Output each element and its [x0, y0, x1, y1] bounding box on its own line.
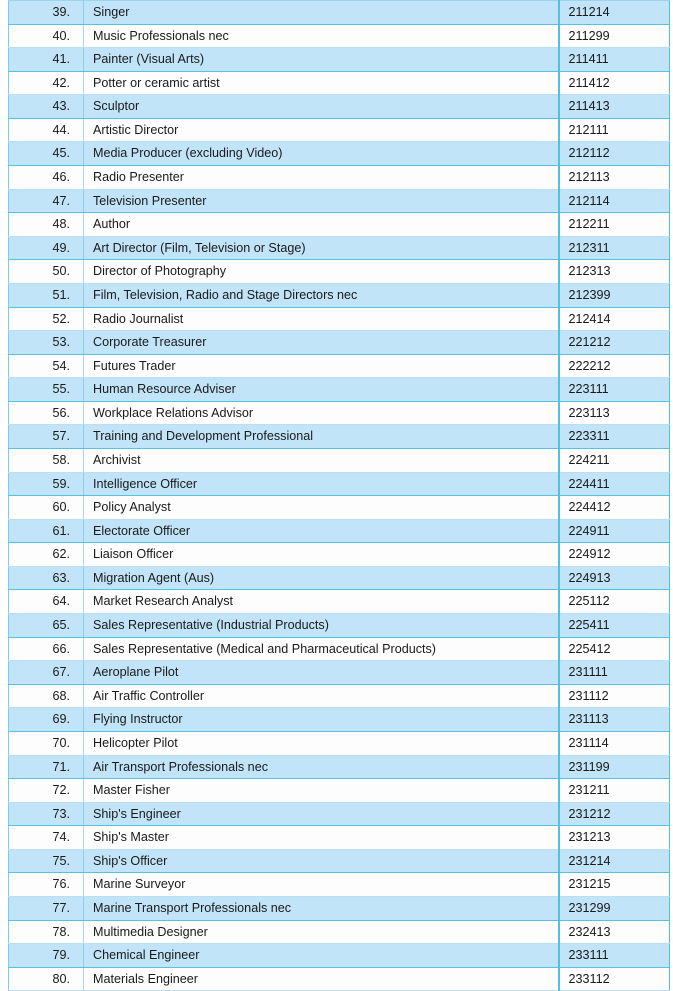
table-row — [9, 519, 670, 543]
anzsco-code-cell: 221212 — [559, 331, 670, 355]
table-row — [9, 755, 670, 779]
anzsco-code-cell: 231213 — [559, 826, 670, 850]
anzsco-code-cell: 212414 — [559, 307, 670, 331]
row-number-cell: 56. — [9, 401, 84, 425]
anzsco-code-cell: 224911 — [559, 519, 670, 543]
anzsco-code-cell: 231199 — [559, 755, 670, 779]
row-number-cell: 45. — [9, 142, 84, 166]
table-row — [9, 661, 670, 685]
anzsco-code-cell: 211214 — [559, 1, 670, 25]
occupation-name-cell: Artistic Director — [84, 118, 559, 142]
anzsco-code-cell: 212111 — [559, 118, 670, 142]
anzsco-code-cell: 233112 — [559, 967, 670, 991]
table-row — [9, 307, 670, 331]
occupation-name-cell: Television Presenter — [84, 189, 559, 213]
row-number-cell: 72. — [9, 779, 84, 803]
anzsco-code-cell: 224411 — [559, 472, 670, 496]
anzsco-code-cell: 225112 — [559, 590, 670, 614]
occupation-name-cell: Ship's Engineer — [84, 802, 559, 826]
table-row — [9, 920, 670, 944]
table-row — [9, 684, 670, 708]
table-row — [9, 637, 670, 661]
occupation-name-cell: Futures Trader — [84, 354, 559, 378]
table-row — [9, 543, 670, 567]
row-number-cell: 43. — [9, 95, 84, 119]
occupation-name-cell: Air Traffic Controller — [84, 684, 559, 708]
row-number-cell: 80. — [9, 967, 84, 991]
table-row — [9, 24, 670, 48]
occupation-name-cell: Helicopter Pilot — [84, 731, 559, 755]
occupation-name-cell: Sales Representative (Industrial Products) — [84, 614, 559, 638]
occupation-name-cell: Air Transport Professionals nec — [84, 755, 559, 779]
anzsco-code-cell: 224913 — [559, 566, 670, 590]
table-row — [9, 614, 670, 638]
table-row — [9, 731, 670, 755]
row-number-cell: 71. — [9, 755, 84, 779]
table-row — [9, 873, 670, 897]
anzsco-code-cell: 224412 — [559, 496, 670, 520]
anzsco-code-cell: 223111 — [559, 378, 670, 402]
anzsco-code-cell: 231211 — [559, 779, 670, 803]
anzsco-code-cell: 212311 — [559, 236, 670, 260]
table-row — [9, 118, 670, 142]
row-number-cell: 77. — [9, 896, 84, 920]
row-number-cell: 62. — [9, 543, 84, 567]
anzsco-code-cell: 231111 — [559, 661, 670, 685]
occupation-name-cell: Migration Agent (Aus) — [84, 566, 559, 590]
occupation-name-cell: Chemical Engineer — [84, 944, 559, 968]
row-number-cell: 76. — [9, 873, 84, 897]
occupation-name-cell: Policy Analyst — [84, 496, 559, 520]
row-number-cell: 64. — [9, 590, 84, 614]
row-number-cell: 41. — [9, 48, 84, 72]
anzsco-code-cell: 223311 — [559, 425, 670, 449]
row-number-cell: 48. — [9, 213, 84, 237]
row-number-cell: 58. — [9, 448, 84, 472]
row-number-cell: 52. — [9, 307, 84, 331]
table-row — [9, 48, 670, 72]
row-number-cell: 67. — [9, 661, 84, 685]
occupation-name-cell: Human Resource Adviser — [84, 378, 559, 402]
occupation-name-cell: Radio Journalist — [84, 307, 559, 331]
anzsco-code-cell: 212399 — [559, 283, 670, 307]
occupation-name-cell: Radio Presenter — [84, 166, 559, 190]
table-row — [9, 472, 670, 496]
row-number-cell: 74. — [9, 826, 84, 850]
table-row — [9, 896, 670, 920]
row-number-cell: 40. — [9, 24, 84, 48]
row-number-cell: 70. — [9, 731, 84, 755]
table-row — [9, 213, 670, 237]
occupation-name-cell: Electorate Officer — [84, 519, 559, 543]
table-row — [9, 708, 670, 732]
occupation-name-cell: Ship's Master — [84, 826, 559, 850]
occupation-name-cell: Corporate Treasurer — [84, 331, 559, 355]
anzsco-code-cell: 231215 — [559, 873, 670, 897]
anzsco-code-cell: 225412 — [559, 637, 670, 661]
occupation-name-cell: Master Fisher — [84, 779, 559, 803]
row-number-cell: 79. — [9, 944, 84, 968]
row-number-cell: 42. — [9, 71, 84, 95]
occupation-name-cell: Painter (Visual Arts) — [84, 48, 559, 72]
table-row — [9, 166, 670, 190]
row-number-cell: 54. — [9, 354, 84, 378]
table-row — [9, 189, 670, 213]
table-row — [9, 95, 670, 119]
occupation-name-cell: Marine Transport Professionals nec — [84, 896, 559, 920]
table-row — [9, 944, 670, 968]
anzsco-code-cell: 223113 — [559, 401, 670, 425]
anzsco-code-cell: 211412 — [559, 71, 670, 95]
row-number-cell: 55. — [9, 378, 84, 402]
row-number-cell: 53. — [9, 331, 84, 355]
table-row — [9, 590, 670, 614]
anzsco-code-cell: 224912 — [559, 543, 670, 567]
row-number-cell: 69. — [9, 708, 84, 732]
anzsco-code-cell: 212113 — [559, 166, 670, 190]
occupation-name-cell: Music Professionals nec — [84, 24, 559, 48]
row-number-cell: 39. — [9, 1, 84, 25]
table-row — [9, 71, 670, 95]
occupation-name-cell: Aeroplane Pilot — [84, 661, 559, 685]
occupation-name-cell: Author — [84, 213, 559, 237]
anzsco-code-cell: 231113 — [559, 708, 670, 732]
occupation-name-cell: Intelligence Officer — [84, 472, 559, 496]
anzsco-code-cell: 231114 — [559, 731, 670, 755]
row-number-cell: 61. — [9, 519, 84, 543]
anzsco-code-cell: 212211 — [559, 213, 670, 237]
row-number-cell: 49. — [9, 236, 84, 260]
table-row — [9, 448, 670, 472]
table-row — [9, 826, 670, 850]
table-row — [9, 566, 670, 590]
occupation-name-cell: Singer — [84, 1, 559, 25]
table-row — [9, 354, 670, 378]
anzsco-code-cell: 212313 — [559, 260, 670, 284]
anzsco-code-cell: 222212 — [559, 354, 670, 378]
occupation-list-table — [8, 0, 670, 991]
row-number-cell: 78. — [9, 920, 84, 944]
anzsco-code-cell: 211413 — [559, 95, 670, 119]
row-number-cell: 63. — [9, 566, 84, 590]
occupation-name-cell: Potter or ceramic artist — [84, 71, 559, 95]
anzsco-code-cell: 212114 — [559, 189, 670, 213]
table-row — [9, 378, 670, 402]
anzsco-code-cell: 211299 — [559, 24, 670, 48]
anzsco-code-cell: 225411 — [559, 614, 670, 638]
row-number-cell: 50. — [9, 260, 84, 284]
table-row — [9, 401, 670, 425]
occupation-name-cell: Film, Television, Radio and Stage Directors nec — [84, 283, 559, 307]
row-number-cell: 75. — [9, 849, 84, 873]
table-row — [9, 1, 670, 25]
occupation-name-cell: Liaison Officer — [84, 543, 559, 567]
row-number-cell: 57. — [9, 425, 84, 449]
row-number-cell: 44. — [9, 118, 84, 142]
occupation-name-cell: Marine Surveyor — [84, 873, 559, 897]
anzsco-code-cell: 231214 — [559, 849, 670, 873]
anzsco-code-cell: 233111 — [559, 944, 670, 968]
anzsco-code-cell: 224211 — [559, 448, 670, 472]
table-row — [9, 236, 670, 260]
occupation-name-cell: Market Research Analyst — [84, 590, 559, 614]
occupation-table-body — [9, 1, 670, 991]
table-row — [9, 283, 670, 307]
table-row — [9, 849, 670, 873]
row-number-cell: 51. — [9, 283, 84, 307]
occupation-name-cell: Materials Engineer — [84, 967, 559, 991]
table-row — [9, 260, 670, 284]
occupation-name-cell: Flying Instructor — [84, 708, 559, 732]
anzsco-code-cell: 231112 — [559, 684, 670, 708]
table-row — [9, 331, 670, 355]
row-number-cell: 66. — [9, 637, 84, 661]
row-number-cell: 60. — [9, 496, 84, 520]
anzsco-code-cell: 231299 — [559, 896, 670, 920]
occupation-name-cell: Director of Photography — [84, 260, 559, 284]
table-row — [9, 967, 670, 991]
occupation-name-cell: Media Producer (excluding Video) — [84, 142, 559, 166]
table-row — [9, 802, 670, 826]
occupation-name-cell: Archivist — [84, 448, 559, 472]
occupation-name-cell: Ship's Officer — [84, 849, 559, 873]
table-row — [9, 425, 670, 449]
occupation-name-cell: Art Director (Film, Television or Stage) — [84, 236, 559, 260]
occupation-name-cell: Sculptor — [84, 95, 559, 119]
table-row — [9, 142, 670, 166]
row-number-cell: 47. — [9, 189, 84, 213]
anzsco-code-cell: 212112 — [559, 142, 670, 166]
row-number-cell: 73. — [9, 802, 84, 826]
anzsco-code-cell: 232413 — [559, 920, 670, 944]
anzsco-code-cell: 211411 — [559, 48, 670, 72]
occupation-name-cell: Workplace Relations Advisor — [84, 401, 559, 425]
anzsco-code-cell: 231212 — [559, 802, 670, 826]
occupation-name-cell: Multimedia Designer — [84, 920, 559, 944]
table-row — [9, 779, 670, 803]
row-number-cell: 65. — [9, 614, 84, 638]
row-number-cell: 46. — [9, 166, 84, 190]
row-number-cell: 59. — [9, 472, 84, 496]
occupation-name-cell: Sales Representative (Medical and Pharmaceutical Products) — [84, 637, 559, 661]
occupation-name-cell: Training and Development Professional — [84, 425, 559, 449]
row-number-cell: 68. — [9, 684, 84, 708]
table-row — [9, 496, 670, 520]
